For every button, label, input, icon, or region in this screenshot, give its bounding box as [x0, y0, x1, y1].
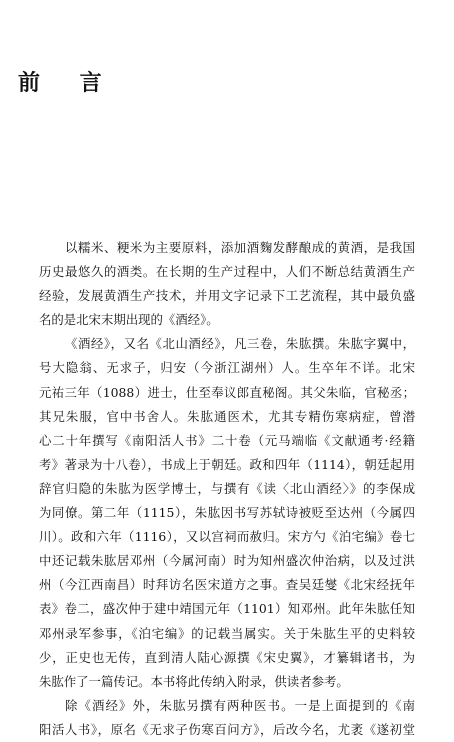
text-line: 历史最悠久的酒类。在长期的生产过程中，人们不断总结黄酒生产	[39, 264, 415, 280]
text-line: 名的是北宋末期出现的《酒经》。	[39, 312, 219, 328]
text-line: 除《酒经》外，朱肱另撰有两种医书。一是上面提到的《南	[65, 697, 415, 713]
text-line: 少，正史也无传，直到清人陆心源撰《宋史翼》，才纂辑诸书，为	[39, 649, 415, 665]
text-line: 中还记载朱肱居邓州（今属河南）时为知州盛次仲治病，以及过洪	[39, 553, 415, 569]
text-line: 为同僚。第二年（1115），朱肱因书写苏轼诗被贬至达州（今属四	[39, 505, 415, 521]
paragraph-3	[39, 694, 415, 742]
page-heading: 前 言	[18, 71, 118, 96]
text-line: 考》著录为十八卷），书成上于朝廷。政和四年（1114），朝廷起用	[39, 456, 415, 472]
text-line: 表》卷二，盛次仲于建中靖国元年（1101）知邓州。此年朱肱任知	[39, 601, 415, 617]
paragraph-1	[39, 236, 415, 332]
text-line: 朱肱作了一篇传记。本书将此传纳入附录，供读者参考。	[39, 673, 349, 689]
text-line: 邓州录军参事，《泊宅编》的记载当属实。关于朱肱生平的史料较	[39, 625, 415, 641]
text-line: 心二十年撰写《南阳活人书》二十卷（元马端临《文献通考·经籍	[39, 432, 415, 448]
text-line: 川）。政和六年（1116），又以宫祠而赦归。宋方勺《泊宅编》卷七	[39, 529, 415, 545]
text-line: 辞官归隐的朱肱为医学博士，与撰有《读〈北山酒经〉》的李保成	[39, 480, 415, 496]
text-line: 以糯米、粳米为主要原料，添加酒麴发酵酿成的黄酒，是我国	[65, 240, 415, 255]
paragraph-2	[39, 332, 415, 693]
text-line: 元祐三年（1088）进士，仕至奉议郎直秘阁。其父朱临，官秘丞；	[39, 384, 415, 400]
text-line: 其兄朱服，官中书舍人。朱肱通医术，尤其专精伤寒病症，曾潜	[39, 408, 415, 424]
text-line: 阳活人书》，原名《无求子伤寒百问方》，后改今名，尤袤《遂初堂	[39, 721, 415, 737]
text-line: 号大隐翁、无求子，归安（今浙江湖州）人。生卒年不详。北宋	[39, 360, 415, 376]
text-line: 《酒经》，又名《北山酒经》，凡三卷，朱肱撰。朱肱字翼中，	[65, 336, 415, 352]
text-line: 州（今江西南昌）时拜访名医宋道方之事。查吴廷燮《北宋经抚年	[39, 577, 415, 593]
text-line: 经验，发展黄酒生产技术，并用文字记录下工艺流程，其中最负盛	[39, 288, 415, 304]
body-text	[39, 236, 415, 742]
